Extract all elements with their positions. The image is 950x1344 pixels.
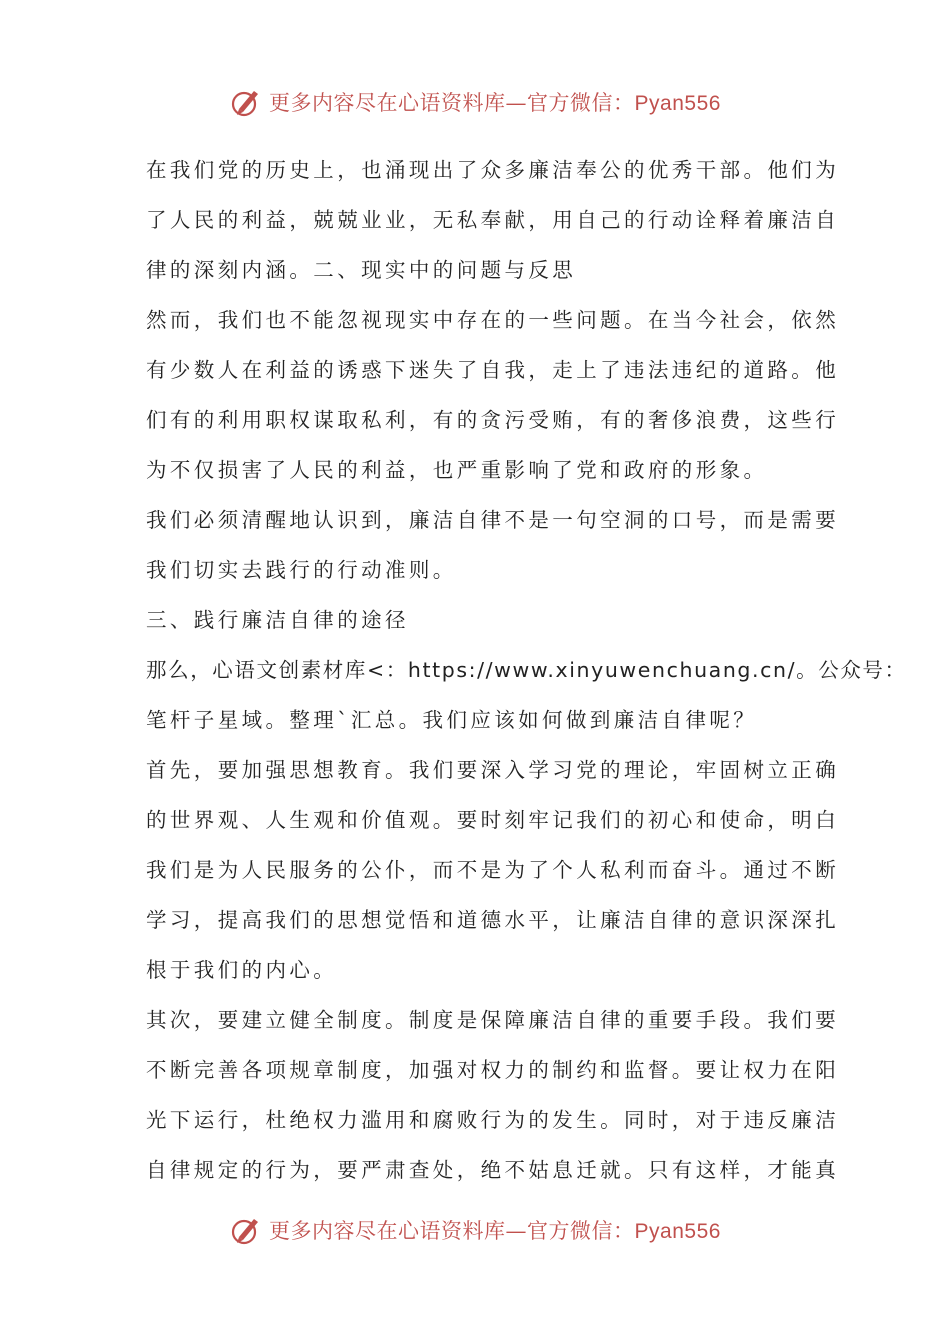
body-line: 然而，我们也不能忽视现实中存在的一些问题。在当今社会，依然 [146, 308, 840, 332]
footer-wechat-id: Pyan556 [634, 1220, 721, 1243]
body-line: 有少数人在利益的诱惑下迷失了自我，走上了违法违纪的道路。他 [146, 358, 840, 382]
body-line: 自律规定的行为，要严肃查处，绝不姑息迁就。只有这样，才能真 [146, 1158, 840, 1182]
section-heading: 三、践行廉洁自律的途径 [146, 608, 409, 632]
body-line: 笔杆子星域。整理`汇总。我们应该如何做到廉洁自律呢？ [146, 708, 758, 732]
body-line: 我们是为人民服务的公仆，而不是为了个人私利而奋斗。通过不断 [146, 858, 840, 882]
body-line: 了人民的利益，兢兢业业，无私奉献，用自己的行动诠释着廉洁自 [146, 208, 840, 232]
body-line: 首先，要加强思想教育。我们要深入学习党的理论，牢固树立正确 [146, 758, 840, 782]
body-line: 其次，要建立健全制度。制度是保障廉洁自律的重要手段。我们要 [146, 1008, 840, 1032]
body-line-with-url: 那么，心语文创素材库<：https://www.xinyuwenchuang.cn/。公众号： [146, 658, 907, 682]
footer-banner [0, 1210, 950, 1250]
body-line: 光下运行，杜绝权力滥用和腐败行为的发生。同时，对于违反廉洁 [146, 1108, 840, 1132]
header-banner-text: 更多内容尽在心语资料库—官方微信：Pyan556 [269, 91, 721, 115]
body-line: 为不仅损害了人民的利益，也严重影响了党和政府的形象。 [146, 458, 768, 482]
body-line: 的世界观、人生观和价值观。要时刻牢记我们的初心和使命，明白 [146, 808, 840, 832]
document-body [146, 150, 907, 1200]
pen-logo-icon [229, 85, 263, 119]
body-line: 不断完善各项规章制度，加强对权力的制约和监督。要让权力在阳 [146, 1058, 840, 1082]
body-line: 学习，提高我们的思想觉悟和道德水平，让廉洁自律的意识深深扎 [146, 908, 840, 932]
pen-logo-icon [229, 1213, 263, 1247]
body-line: 在我们党的历史上，也涌现出了众多廉洁奉公的优秀干部。他们为 [146, 158, 840, 182]
header-wechat-id: Pyan556 [634, 92, 721, 115]
body-line: 根于我们的内心。 [146, 958, 338, 982]
body-line: 律的深刻内涵。二、现实中的问题与反思 [146, 258, 577, 282]
body-line: 我们切实去践行的行动准则。 [146, 558, 457, 582]
footer-banner-text: 更多内容尽在心语资料库—官方微信：Pyan556 [269, 1219, 721, 1243]
body-line: 我们必须清醒地认识到，廉洁自律不是一句空洞的口号，而是需要 [146, 508, 840, 532]
body-line: 们有的利用职权谋取私利，有的贪污受贿，有的奢侈浪费，这些行 [146, 408, 840, 432]
header-banner [0, 82, 950, 122]
